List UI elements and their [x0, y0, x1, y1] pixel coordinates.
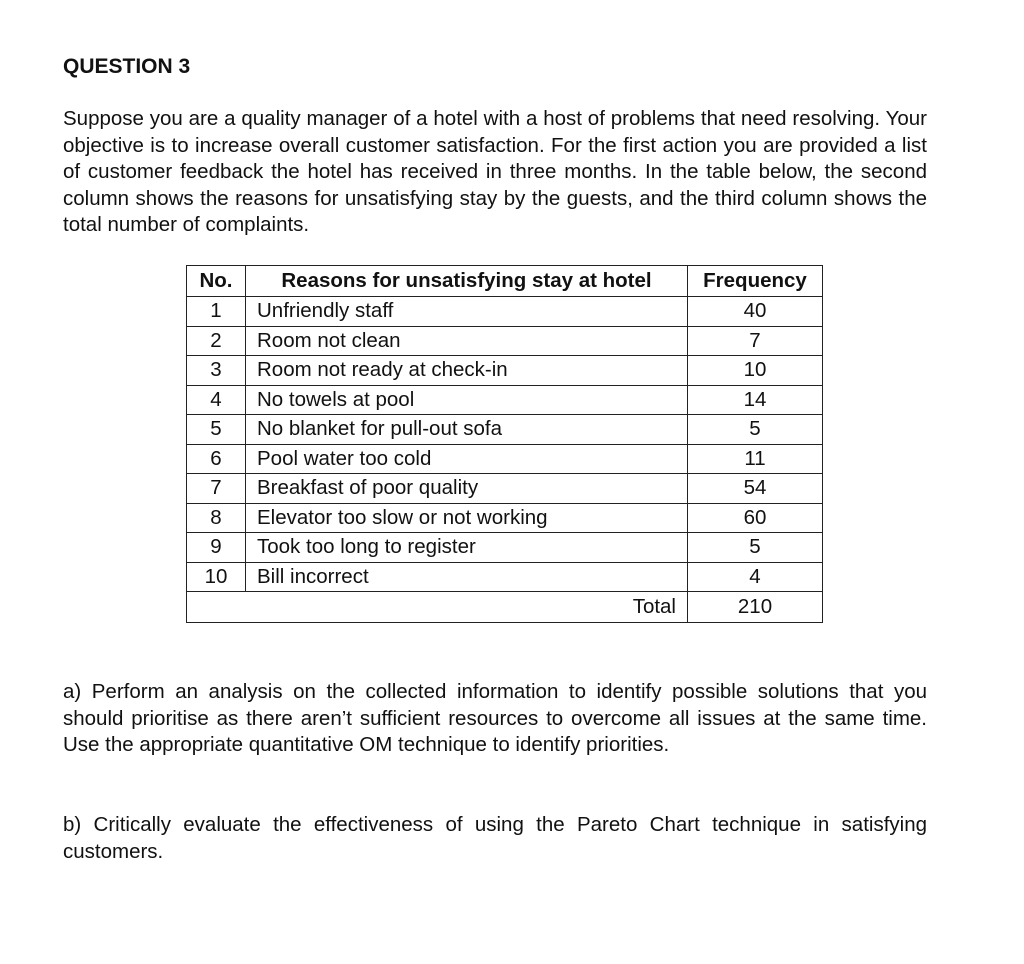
row-reason: Elevator too slow or not working	[246, 503, 688, 533]
header-no: No.	[187, 266, 246, 297]
row-reason: No towels at pool	[246, 385, 688, 415]
row-frequency: 5	[688, 415, 823, 445]
row-frequency: 10	[688, 356, 823, 386]
question-part-b: b) Critically evaluate the effectiveness of using the Pareto Chart technique in satisfying customers.	[63, 813, 927, 863]
table-row	[187, 474, 823, 504]
row-no: 8	[187, 503, 246, 533]
total-value: 210	[688, 592, 823, 623]
table-row	[187, 385, 823, 415]
total-label: Total	[187, 592, 688, 623]
row-reason: Bill incorrect	[246, 562, 688, 592]
question-part-a: a) Perform an analysis on the collected information to identify possible solutions that you should prioritise as there aren’t sufficient resources to overcome all issues at the same time. Use the appropriate quantitative OM technique to identify priorities.	[63, 680, 927, 756]
row-reason: Breakfast of poor quality	[246, 474, 688, 504]
row-frequency: 11	[688, 444, 823, 474]
row-no: 5	[187, 415, 246, 445]
row-no: 2	[187, 326, 246, 356]
row-frequency: 14	[688, 385, 823, 415]
table-row	[187, 444, 823, 474]
table-row	[187, 415, 823, 445]
row-reason: Room not clean	[246, 326, 688, 356]
table-header-row	[187, 266, 823, 297]
row-no: 9	[187, 533, 246, 563]
row-frequency: 7	[688, 326, 823, 356]
row-frequency: 4	[688, 562, 823, 592]
complaints-table	[186, 265, 823, 623]
row-reason: Took too long to register	[246, 533, 688, 563]
row-reason: Room not ready at check-in	[246, 356, 688, 386]
question-intro: Suppose you are a quality manager of a hotel with a host of problems that need resolving. Your objective is to increase overall customer satisfaction. For the first action you are provided a list of customer feedback the hotel has received in three months. In the table below, the second column shows the reasons for unsatisfying stay by the guests, and the third column shows the total number of complaints.	[63, 107, 927, 236]
table-row	[187, 356, 823, 386]
row-reason: Pool water too cold	[246, 444, 688, 474]
row-no: 10	[187, 562, 246, 592]
table-row	[187, 533, 823, 563]
row-no: 3	[187, 356, 246, 386]
row-frequency: 60	[688, 503, 823, 533]
row-no: 4	[187, 385, 246, 415]
row-no: 1	[187, 297, 246, 327]
row-reason: Unfriendly staff	[246, 297, 688, 327]
row-no: 6	[187, 444, 246, 474]
table-row	[187, 297, 823, 327]
header-reason: Reasons for unsatisfying stay at hotel	[246, 266, 688, 297]
row-no: 7	[187, 474, 246, 504]
header-frequency: Frequency	[688, 266, 823, 297]
table-total-row	[187, 592, 823, 623]
row-frequency: 40	[688, 297, 823, 327]
table-row	[187, 503, 823, 533]
question-title: QUESTION 3	[63, 55, 191, 78]
row-frequency: 5	[688, 533, 823, 563]
table-row	[187, 562, 823, 592]
row-frequency: 54	[688, 474, 823, 504]
table-row	[187, 326, 823, 356]
row-reason: No blanket for pull-out sofa	[246, 415, 688, 445]
